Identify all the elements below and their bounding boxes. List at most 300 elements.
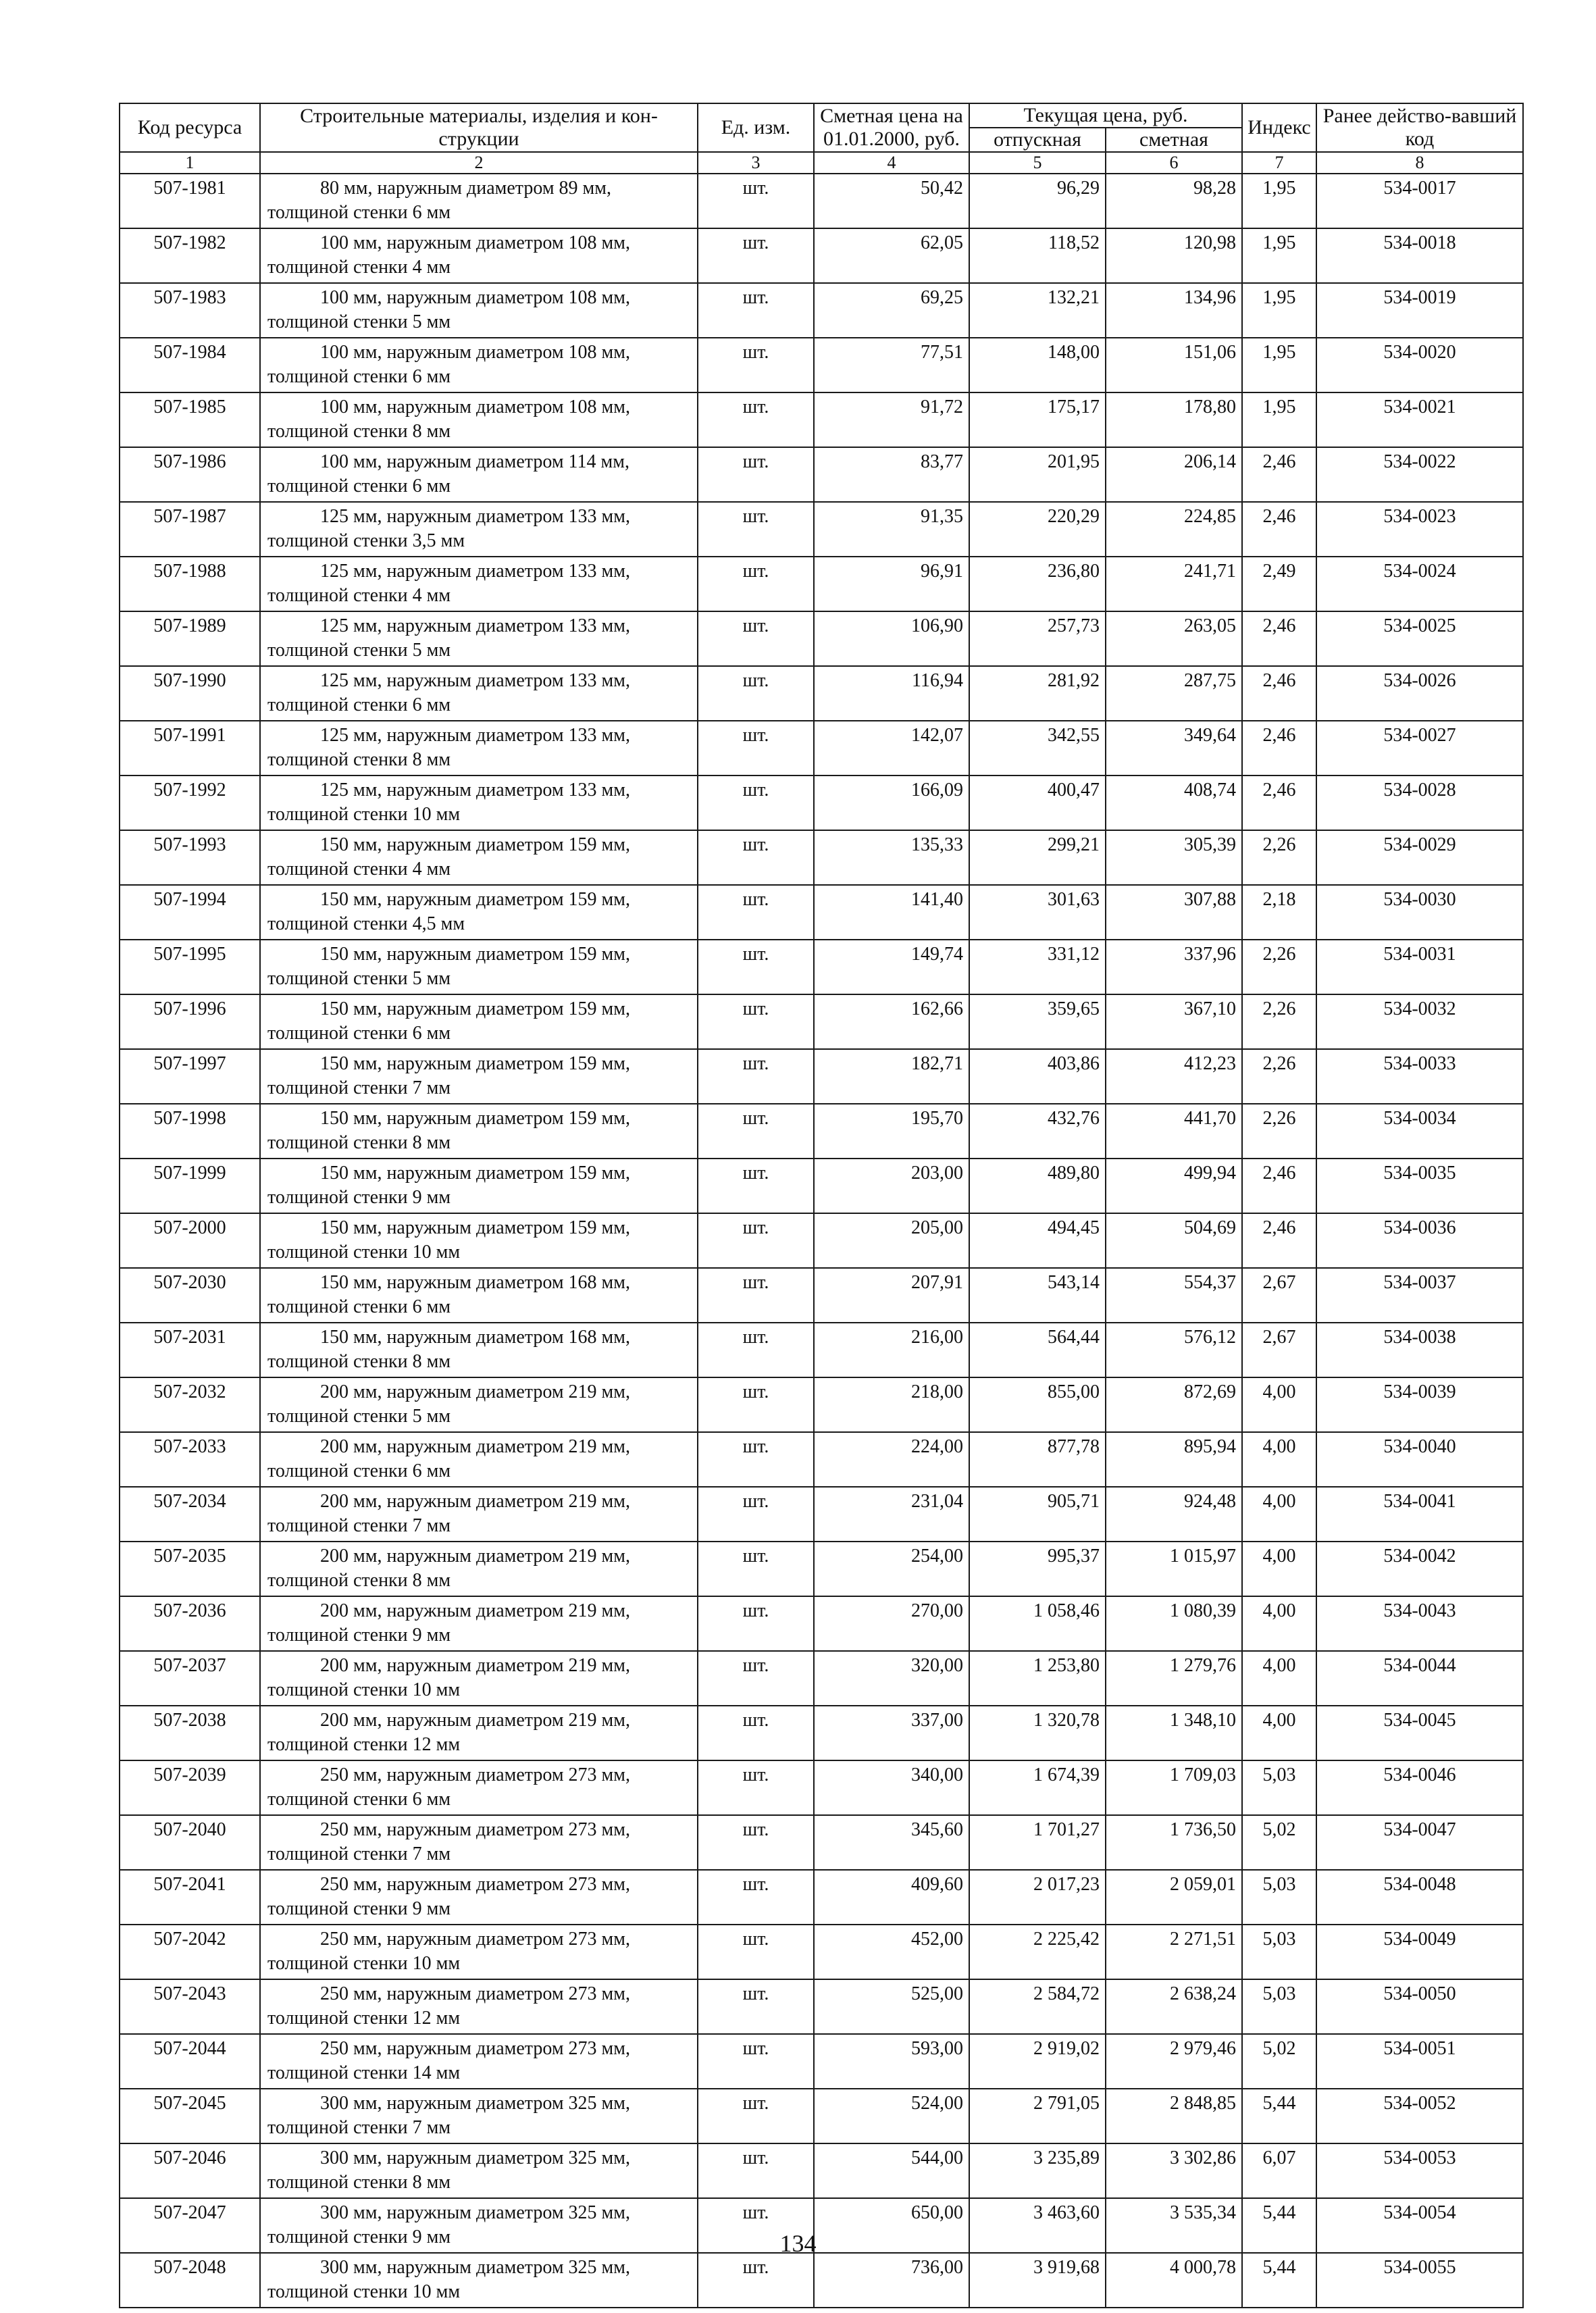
base-price-cell: 231,04 [814,1487,969,1542]
base-price-cell: 736,00 [814,2253,969,2308]
release-price-cell: 236,80 [969,557,1106,611]
resource-code: 507-2036 [120,1596,260,1651]
estimate-price-cell: 3 302,86 [1106,2143,1242,2198]
index-cell: 5,44 [1242,2198,1316,2253]
release-price-cell: 995,37 [969,1542,1106,1596]
header-base-price: Сметная цена на 01.01.2000, руб. [814,103,969,152]
column-number: 4 [814,152,969,174]
estimate-price-cell: 895,94 [1106,1432,1242,1487]
description-line-2: толщиной стенки 7 мм [267,2117,451,2138]
description-line-2: толщиной стенки 9 мм [267,1625,451,1646]
resource-code: 507-1986 [120,447,260,502]
previous-code-cell: 534-0051 [1316,2034,1523,2089]
index-cell: 2,46 [1242,666,1316,721]
index-cell: 4,00 [1242,1432,1316,1487]
index-cell: 6,07 [1242,2143,1316,2198]
resource-code: 507-2000 [120,1213,260,1268]
release-price-cell: 331,12 [969,940,1106,994]
table-row [120,611,1523,666]
base-price-cell: 320,00 [814,1651,969,1706]
previous-code-cell: 534-0035 [1316,1159,1523,1213]
unit-cell: шт. [698,721,814,776]
index-cell: 4,00 [1242,1542,1316,1596]
material-description [260,994,698,1049]
table-row [120,1159,1523,1213]
estimate-price-cell: 120,98 [1106,228,1242,283]
material-description [260,1651,698,1706]
index-cell: 5,44 [1242,2089,1316,2143]
description-line-2: толщиной стенки 8 мм [267,749,451,770]
base-price-cell: 345,60 [814,1815,969,1870]
estimate-price-cell: 1 080,39 [1106,1596,1242,1651]
description-line-1: 150 мм, наружным диаметром 159 мм, [320,1217,630,1238]
description-line-2: толщиной стенки 10 мм [267,1953,461,1974]
index-cell: 2,26 [1242,994,1316,1049]
index-cell: 2,46 [1242,1213,1316,1268]
resource-code: 507-1987 [120,502,260,557]
base-price-cell: 77,51 [814,338,969,392]
unit-cell: шт. [698,557,814,611]
description-line-2: толщиной стенки 4 мм [267,585,451,606]
release-price-cell: 1 674,39 [969,1760,1106,1815]
table-row [120,1104,1523,1159]
base-price-cell: 149,74 [814,940,969,994]
previous-code-cell: 534-0023 [1316,502,1523,557]
material-description [260,1706,698,1760]
resource-code: 507-2033 [120,1432,260,1487]
table-row [120,1651,1523,1706]
table-row [120,1213,1523,1268]
resource-code: 507-2048 [120,2253,260,2308]
estimate-price-cell: 151,06 [1106,338,1242,392]
description-line-2: толщиной стенки 10 мм [267,1242,461,1263]
estimate-price-cell: 872,69 [1106,1377,1242,1432]
estimate-price-cell: 2 979,46 [1106,2034,1242,2089]
previous-code-cell: 534-0026 [1316,666,1523,721]
column-number: 5 [969,152,1106,174]
release-price-cell: 855,00 [969,1377,1106,1432]
release-price-cell: 201,95 [969,447,1106,502]
table-row [120,1760,1523,1815]
description-line-2: толщиной стенки 6 мм [267,1296,451,1317]
index-cell: 1,95 [1242,283,1316,338]
index-cell: 2,46 [1242,611,1316,666]
base-price-cell: 96,91 [814,557,969,611]
release-price-cell: 3 919,68 [969,2253,1106,2308]
unit-cell: шт. [698,776,814,830]
table-row [120,1487,1523,1542]
table-row [120,174,1523,228]
index-cell: 5,03 [1242,1760,1316,1815]
previous-code-cell: 534-0017 [1316,174,1523,228]
description-line-1: 200 мм, наружным диаметром 219 мм, [320,1381,630,1402]
release-price-cell: 400,47 [969,776,1106,830]
resource-code: 507-1992 [120,776,260,830]
description-line-1: 125 мм, наружным диаметром 133 мм, [320,670,630,691]
description-line-1: 200 мм, наружным диаметром 219 мм, [320,1710,630,1731]
index-cell: 2,26 [1242,940,1316,994]
column-number: 1 [120,152,260,174]
table-row [120,1596,1523,1651]
header-code: Код ресурса [120,103,260,152]
base-price-cell: 205,00 [814,1213,969,1268]
column-number: 7 [1242,152,1316,174]
release-price-cell: 3 235,89 [969,2143,1106,2198]
description-line-2: толщиной стенки 8 мм [267,2172,451,2193]
material-description [260,940,698,994]
description-line-1: 250 мм, наружным диаметром 273 мм, [320,1874,630,1895]
description-line-1: 200 мм, наружным диаметром 219 мм, [320,1655,630,1676]
resource-code: 507-2031 [120,1323,260,1377]
unit-cell: шт. [698,1159,814,1213]
table-row [120,228,1523,283]
table-row [120,1542,1523,1596]
unit-cell: шт. [698,2143,814,2198]
material-description [260,1870,698,1925]
unit-cell: шт. [698,228,814,283]
index-cell: 1,95 [1242,174,1316,228]
index-cell: 2,26 [1242,830,1316,885]
description-line-2: толщиной стенки 9 мм [267,1898,451,1919]
previous-code-cell: 534-0036 [1316,1213,1523,1268]
unit-cell: шт. [698,1925,814,1979]
description-line-1: 125 мм, наружным диаметром 133 мм, [320,615,630,636]
previous-code-cell: 534-0018 [1316,228,1523,283]
unit-cell: шт. [698,611,814,666]
unit-cell: шт. [698,885,814,940]
resource-code: 507-1999 [120,1159,260,1213]
material-description [260,502,698,557]
description-line-1: 200 мм, наружным диаметром 219 мм, [320,1436,630,1457]
description-line-1: 250 мм, наружным диаметром 273 мм, [320,1983,630,2004]
previous-code-cell: 534-0046 [1316,1760,1523,1815]
index-cell: 4,00 [1242,1651,1316,1706]
description-line-2: толщиной стенки 4 мм [267,257,451,278]
unit-cell: шт. [698,1979,814,2034]
unit-cell: шт. [698,1542,814,1596]
table-row [120,666,1523,721]
previous-code-cell: 534-0034 [1316,1104,1523,1159]
estimate-price-cell: 412,23 [1106,1049,1242,1104]
description-line-1: 125 мм, наружным диаметром 133 мм, [320,506,630,527]
unit-cell: шт. [698,283,814,338]
resource-code: 507-1995 [120,940,260,994]
estimate-price-cell: 499,94 [1106,1159,1242,1213]
description-line-1: 125 мм, наружным диаметром 133 мм, [320,561,630,582]
table-row [120,2089,1523,2143]
estimate-price-cell: 134,96 [1106,283,1242,338]
material-description [260,557,698,611]
previous-code-cell: 534-0022 [1316,447,1523,502]
release-price-cell: 359,65 [969,994,1106,1049]
price-table [119,103,1524,2308]
release-price-cell: 564,44 [969,1323,1106,1377]
header-materials: Строительные материалы, изделия и кон-струкции [260,103,698,152]
resource-code: 507-2037 [120,1651,260,1706]
estimate-price-cell: 337,96 [1106,940,1242,994]
index-cell: 1,95 [1242,392,1316,447]
unit-cell: шт. [698,1815,814,1870]
release-price-cell: 2 791,05 [969,2089,1106,2143]
description-line-1: 150 мм, наружным диаметром 168 мм, [320,1327,630,1348]
base-price-cell: 62,05 [814,228,969,283]
release-price-cell: 342,55 [969,721,1106,776]
table-row [120,1870,1523,1925]
resource-code: 507-2047 [120,2198,260,2253]
resource-code: 507-1985 [120,392,260,447]
resource-code: 507-1993 [120,830,260,885]
release-price-cell: 905,71 [969,1487,1106,1542]
estimate-price-cell: 441,70 [1106,1104,1242,1159]
previous-code-cell: 534-0033 [1316,1049,1523,1104]
resource-code: 507-1996 [120,994,260,1049]
table-row [120,2143,1523,2198]
description-line-1: 150 мм, наружным диаметром 168 мм, [320,1272,630,1293]
release-price-cell: 494,45 [969,1213,1106,1268]
release-price-cell: 257,73 [969,611,1106,666]
material-description [260,1760,698,1815]
previous-code-cell: 534-0050 [1316,1979,1523,2034]
release-price-cell: 1 320,78 [969,1706,1106,1760]
resource-code: 507-1983 [120,283,260,338]
previous-code-cell: 534-0032 [1316,994,1523,1049]
material-description [260,611,698,666]
table-row [120,1323,1523,1377]
index-cell: 4,00 [1242,1596,1316,1651]
material-description [260,1815,698,1870]
material-description [260,1323,698,1377]
unit-cell: шт. [698,940,814,994]
table-row [120,940,1523,994]
unit-cell: шт. [698,447,814,502]
release-price-cell: 432,76 [969,1104,1106,1159]
previous-code-cell: 534-0055 [1316,2253,1523,2308]
unit-cell: шт. [698,1377,814,1432]
header-release-price: отпускная [969,128,1106,152]
description-line-1: 300 мм, наружным диаметром 325 мм, [320,2147,630,2168]
base-price-cell: 195,70 [814,1104,969,1159]
resource-code: 507-2044 [120,2034,260,2089]
index-cell: 5,44 [1242,2253,1316,2308]
column-number: 6 [1106,152,1242,174]
base-price-cell: 593,00 [814,2034,969,2089]
material-description [260,392,698,447]
index-cell: 2,46 [1242,1159,1316,1213]
table-row [120,776,1523,830]
previous-code-cell: 534-0028 [1316,776,1523,830]
material-description [260,2034,698,2089]
estimate-price-cell: 263,05 [1106,611,1242,666]
release-price-cell: 489,80 [969,1159,1106,1213]
column-number: 3 [698,152,814,174]
table-row [120,994,1523,1049]
description-line-1: 300 мм, наружным диаметром 325 мм, [320,2093,630,2114]
material-description [260,1925,698,1979]
release-price-cell: 281,92 [969,666,1106,721]
previous-code-cell: 534-0024 [1316,557,1523,611]
estimate-price-cell: 3 535,34 [1106,2198,1242,2253]
material-description [260,1268,698,1323]
description-line-1: 150 мм, наружным диаметром 159 мм, [320,1163,630,1184]
resource-code: 507-2032 [120,1377,260,1432]
description-line-2: толщиной стенки 6 мм [267,1023,451,1044]
description-line-2: толщиной стенки 6 мм [267,1789,451,1810]
description-line-2: толщиной стенки 8 мм [267,1351,451,1372]
estimate-price-cell: 576,12 [1106,1323,1242,1377]
description-line-1: 200 мм, наружным диаметром 219 мм, [320,1491,630,1512]
index-cell: 4,00 [1242,1706,1316,1760]
previous-code-cell: 534-0049 [1316,1925,1523,1979]
release-price-cell: 1 058,46 [969,1596,1106,1651]
table-row [120,885,1523,940]
base-price-cell: 650,00 [814,2198,969,2253]
release-price-cell: 301,63 [969,885,1106,940]
description-line-1: 300 мм, наружным диаметром 325 мм, [320,2202,630,2223]
release-price-cell: 175,17 [969,392,1106,447]
material-description [260,1542,698,1596]
material-description [260,830,698,885]
description-line-1: 100 мм, наружным диаметром 108 мм, [320,287,630,308]
previous-code-cell: 534-0019 [1316,283,1523,338]
base-price-cell: 203,00 [814,1159,969,1213]
description-line-2: толщиной стенки 5 мм [267,968,451,989]
index-cell: 4,00 [1242,1377,1316,1432]
description-line-1: 250 мм, наружным диаметром 273 мм, [320,1819,630,1840]
description-line-2: толщиной стенки 4 мм [267,859,451,880]
estimate-price-cell: 305,39 [1106,830,1242,885]
description-line-1: 150 мм, наружным диаметром 159 мм, [320,944,630,965]
previous-code-cell: 534-0037 [1316,1268,1523,1323]
base-price-cell: 216,00 [814,1323,969,1377]
resource-code: 507-2042 [120,1925,260,1979]
estimate-price-cell: 349,64 [1106,721,1242,776]
estimate-price-cell: 2 638,24 [1106,1979,1242,2034]
resource-code: 507-2041 [120,1870,260,1925]
page-number: 134 [779,2230,817,2257]
previous-code-cell: 534-0044 [1316,1651,1523,1706]
table-row [120,1925,1523,1979]
base-price-cell: 116,94 [814,666,969,721]
unit-cell: шт. [698,830,814,885]
description-line-1: 80 мм, наружным диаметром 89 мм, [320,178,611,199]
description-line-1: 150 мм, наружным диаметром 159 мм, [320,889,630,910]
material-description [260,283,698,338]
description-line-2: толщиной стенки 6 мм [267,1460,451,1481]
index-cell: 4,00 [1242,1487,1316,1542]
description-line-1: 100 мм, наружным диаметром 108 мм, [320,397,630,417]
resource-code: 507-1982 [120,228,260,283]
release-price-cell: 148,00 [969,338,1106,392]
index-cell: 2,18 [1242,885,1316,940]
index-cell: 2,46 [1242,776,1316,830]
unit-cell: шт. [698,1268,814,1323]
description-line-2: толщиной стенки 5 мм [267,1406,451,1427]
description-line-1: 150 мм, наружным диаметром 159 мм, [320,834,630,855]
material-description [260,721,698,776]
release-price-cell: 1 701,27 [969,1815,1106,1870]
material-description [260,174,698,228]
resource-code: 507-2043 [120,1979,260,2034]
base-price-cell: 91,35 [814,502,969,557]
index-cell: 5,03 [1242,1870,1316,1925]
resource-code: 507-1994 [120,885,260,940]
description-line-1: 100 мм, наружным диаметром 108 мм, [320,232,630,253]
table-row [120,1979,1523,2034]
description-line-2: толщиной стенки 5 мм [267,640,451,661]
unit-cell: шт. [698,2034,814,2089]
index-cell: 5,03 [1242,1979,1316,2034]
unit-cell: шт. [698,994,814,1049]
estimate-price-cell: 2 848,85 [1106,2089,1242,2143]
description-line-2: толщиной стенки 10 мм [267,804,461,825]
header-current-price: Текущая цена, руб. [969,103,1242,128]
previous-code-cell: 534-0052 [1316,2089,1523,2143]
table-row [120,721,1523,776]
base-price-cell: 69,25 [814,283,969,338]
release-price-cell: 299,21 [969,830,1106,885]
description-line-2: толщиной стенки 10 мм [267,1679,461,1700]
material-description [260,1104,698,1159]
resource-code: 507-1998 [120,1104,260,1159]
unit-cell: шт. [698,1760,814,1815]
previous-code-cell: 534-0054 [1316,2198,1523,2253]
header-estimate-price: сметная [1106,128,1242,152]
index-cell: 2,67 [1242,1268,1316,1323]
unit-cell: шт. [698,174,814,228]
estimate-price-cell: 4 000,78 [1106,2253,1242,2308]
column-number: 8 [1316,152,1523,174]
description-line-2: толщиной стенки 10 мм [267,2281,461,2302]
description-line-2: толщиной стенки 6 мм [267,476,451,497]
unit-cell: шт. [698,2198,814,2253]
material-description [260,776,698,830]
resource-code: 507-2035 [120,1542,260,1596]
index-cell: 5,03 [1242,1925,1316,1979]
description-line-1: 300 мм, наружным диаметром 325 мм, [320,2257,630,2278]
material-description [260,228,698,283]
base-price-cell: 218,00 [814,1377,969,1432]
estimate-price-cell: 224,85 [1106,502,1242,557]
material-description [260,447,698,502]
unit-cell: шт. [698,2089,814,2143]
base-price-cell: 83,77 [814,447,969,502]
release-price-cell: 2 017,23 [969,1870,1106,1925]
column-number: 2 [260,152,698,174]
release-price-cell: 877,78 [969,1432,1106,1487]
table-row [120,502,1523,557]
material-description [260,1213,698,1268]
index-cell: 2,46 [1242,502,1316,557]
material-description [260,1159,698,1213]
description-line-1: 250 мм, наружным диаметром 273 мм, [320,2038,630,2059]
previous-code-cell: 534-0027 [1316,721,1523,776]
release-price-cell: 220,29 [969,502,1106,557]
resource-code: 507-2040 [120,1815,260,1870]
description-line-1: 150 мм, наружным диаметром 159 мм, [320,1053,630,1074]
estimate-price-cell: 2 271,51 [1106,1925,1242,1979]
release-price-cell: 118,52 [969,228,1106,283]
release-price-cell: 96,29 [969,174,1106,228]
estimate-price-cell: 1 709,03 [1106,1760,1242,1815]
material-description [260,1979,698,2034]
previous-code-cell: 534-0043 [1316,1596,1523,1651]
table-row [120,1377,1523,1432]
unit-cell: шт. [698,1706,814,1760]
material-description [260,1377,698,1432]
index-cell: 2,26 [1242,1049,1316,1104]
unit-cell: шт. [698,1213,814,1268]
resource-code: 507-1991 [120,721,260,776]
